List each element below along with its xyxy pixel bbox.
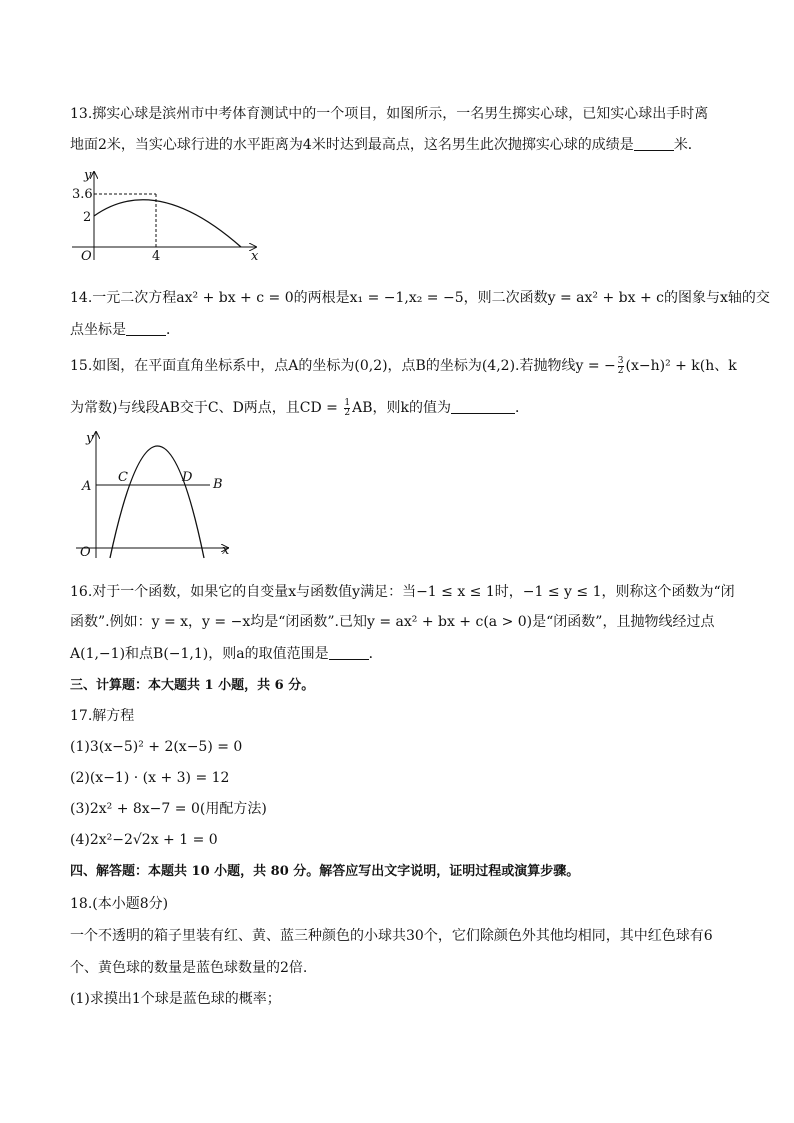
q14-line-2-end: ． <box>166 322 180 338</box>
q16-line-1: 16.对于一个函数，如果它的自变量x与函数值y满足：当−1 ≤ x ≤ 1时，−1 ≤ y ≤ 1，则称这个函数为“闭 <box>70 584 735 600</box>
q17-item-1: (1)3(x−5)² + 2(x−5) = 0 <box>70 739 243 755</box>
q16-line-3-end: ． <box>368 646 383 662</box>
q13-answer-blank[interactable] <box>634 136 674 151</box>
q17-title: 17.解方程 <box>70 708 135 724</box>
q15-line-1 <box>70 356 737 382</box>
section-3-heading: 三、计算题：本大题共 1 小题，共 6 分。 <box>70 678 315 693</box>
q15-fraction-1-2 <box>344 399 350 418</box>
section-4-heading: 四、解答题：本题共 10 小题，共 80 分。解答应写出文字说明，证明过程或演算步骤。 <box>70 864 580 879</box>
q15-origin-label: O <box>80 545 91 560</box>
q17-item-4: (4)2x²−2√2x + 1 = 0 <box>70 832 218 848</box>
q15-point-d: D <box>182 470 193 485</box>
q13-figure <box>68 168 268 268</box>
q15-frac2-num: 1 <box>344 397 351 408</box>
q17-item-2: (2)(x−1) · (x + 3) = 12 <box>70 770 230 786</box>
q15-line-1-tail: (x−h)² + k(h、k <box>625 358 737 374</box>
q15-line-2-mid: AB，则k的值为 <box>352 400 451 416</box>
q15-frac-num: 3 <box>617 355 624 366</box>
q15-point-a: A <box>82 479 92 494</box>
q15-point-b: B <box>213 477 223 492</box>
q13-line-2-text: 地面2米，当实心球行进的水平距离为4米时达到最高点，这名男生此次抛掷实心球的成绩是 <box>70 137 634 153</box>
q15-x-label: x <box>222 543 230 558</box>
q16-line-2: 函数”.例如：y = x，y = −x均是“闭函数”.已知y = ax² + bx + c(a > 0)是“闭函数”，且抛物线经过点 <box>70 614 715 630</box>
q14-line-1: 14.一元二次方程ax² + bx + c = 0的两根是x₁ = −1,x₂ = −5，则二次函数y = ax² + bx + c的图象与x轴的交 <box>70 290 770 306</box>
q15-fraction-3-2 <box>618 357 624 376</box>
q15-frac-den: 2 <box>617 365 624 376</box>
q13-tick-4: 4 <box>152 249 161 264</box>
q15-point-c: C <box>118 470 128 485</box>
q18-sub-1: (1)求摸出1个球是蓝色球的概率； <box>70 991 281 1007</box>
q18-line-2: 个、黄色球的数量是蓝色球数量的2倍. <box>70 960 308 976</box>
q15-answer-blank[interactable] <box>451 399 515 414</box>
q13-parabola <box>94 200 241 247</box>
q13-y-label: y <box>84 168 92 183</box>
q15-y-label: y <box>86 431 94 446</box>
q18-line-1: 一个不透明的箱子里装有红、黄、蓝三种颜色的小球共30个，它们除颜色外其他均相同，其中红色球有6 <box>70 928 713 944</box>
q16-line-3 <box>70 644 383 664</box>
q14-answer-blank[interactable] <box>126 321 166 336</box>
q16-line-3-text: A(1,−1)和点B(−1,1)，则a的取值范围是 <box>70 646 329 662</box>
q13-x-label: x <box>251 249 259 264</box>
q15-line-2-end: ． <box>515 400 529 416</box>
q13-tick-3.6: 3.6 <box>72 187 93 202</box>
q13-line-2-end: 米． <box>673 137 702 153</box>
q16-answer-blank[interactable] <box>329 645 369 660</box>
q14-line-2-text: 点坐标是 <box>70 322 126 338</box>
q15-figure <box>70 428 240 563</box>
q13-tick-2: 2 <box>83 210 92 225</box>
q17-item-3: (3)2x² + 8x−7 = 0(用配方法) <box>70 801 267 817</box>
q18-title: 18.(本小题8分) <box>70 896 169 912</box>
q15-parabola <box>110 446 204 558</box>
q13-origin-label: O <box>81 249 92 264</box>
q14-line-2 <box>70 320 180 340</box>
q15-frac2-den: 2 <box>344 407 351 418</box>
q13-line-1: 13.掷实心球是滨州市中考体育测试中的一个项目，如图所示，一名男生掷实心球，已知实心球出手时离 <box>70 106 709 122</box>
q15-line-2-text: 为常数)与线段AB交于C、D两点，且CD = <box>70 400 343 416</box>
q15-line-1-text: 15.如图，在平面直角坐标系中，点A的坐标为(0,2)，点B的坐标为(4,2).若抛物线y = − <box>70 358 616 374</box>
q13-line-2 <box>70 135 702 155</box>
q15-line-2 <box>70 398 529 424</box>
